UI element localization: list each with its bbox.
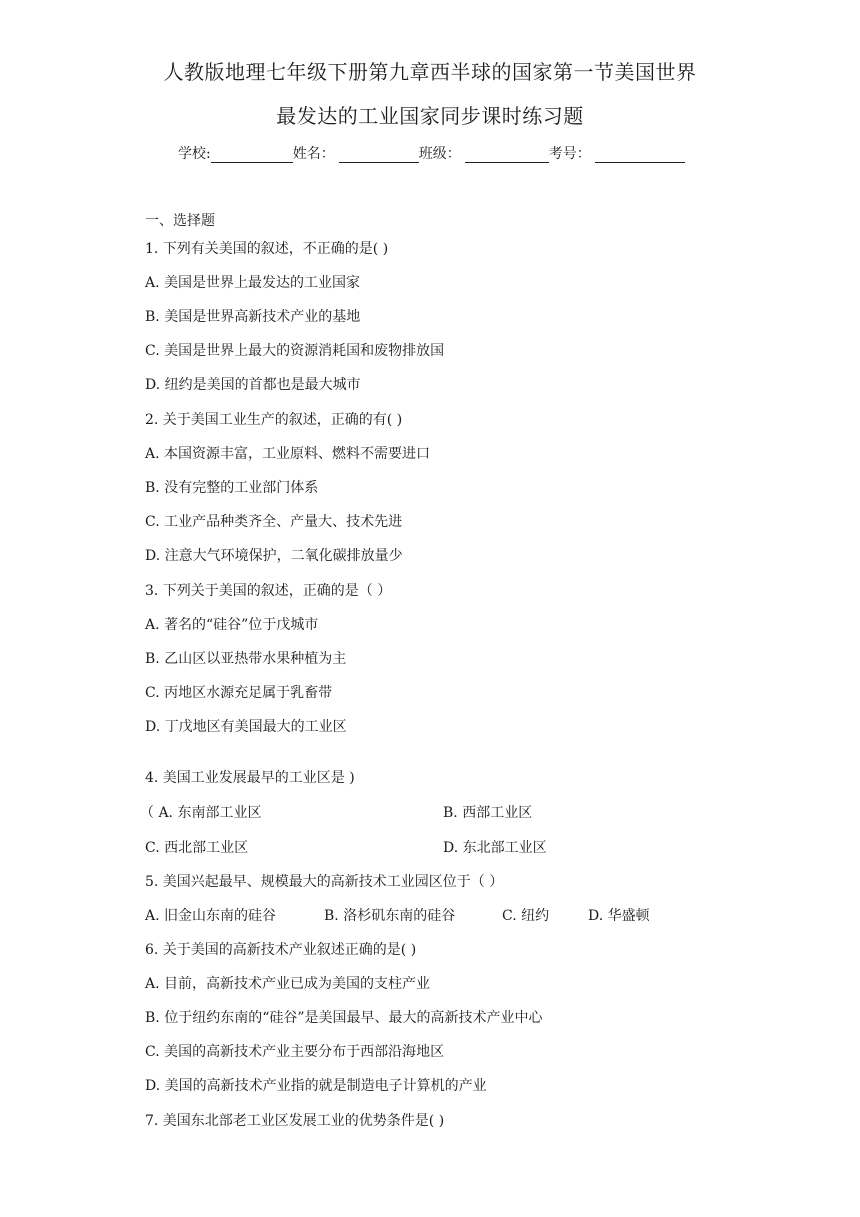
question-2-stem: 2. 关于美国工业生产的叙述，正确的有( ) — [145, 412, 403, 428]
question-5-option-c: C. 纽约 — [502, 908, 550, 924]
question-4-option-b: B. 西部工业区 — [443, 805, 533, 821]
question-4-stem: 4. 美国工业发展最早的工业区是 ) — [145, 770, 355, 786]
question-4-option-c: C. 西北部工业区 — [145, 840, 249, 856]
question-6-option-d: D. 美国的高新技术产业指的就是制造电子计算机的产业 — [145, 1078, 487, 1094]
exam-number-label: 考号： — [548, 146, 591, 162]
class-blank[interactable] — [465, 146, 549, 163]
question-3-option-d: D. 丁戊地区有美国最大的工业区 — [145, 719, 347, 735]
student-info-row — [178, 143, 685, 163]
question-2-option-c: C. 工业产品种类齐全、产量大、技术先进 — [145, 514, 403, 530]
question-6-stem: 6. 关于美国的高新技术产业叙述正确的是( ) — [145, 942, 417, 958]
question-2-option-a: A. 本国资源丰富，工业原料、燃料不需要进口 — [145, 446, 431, 462]
question-5-option-a: A. 旧金山东南的硅谷 — [145, 908, 277, 924]
question-2-option-b: B. 没有完整的工业部门体系 — [145, 480, 319, 496]
question-6-option-c: C. 美国的高新技术产业主要分布于西部沿海地区 — [145, 1044, 445, 1060]
question-7-stem: 7. 美国东北部老工业区发展工业的优势条件是( ) — [145, 1113, 445, 1129]
question-3-option-b: B. 乙山区以亚热带水果种植为主 — [145, 651, 347, 667]
exam-number-blank[interactable] — [595, 146, 685, 163]
question-5-option-b: B. 洛杉矶东南的硅谷 — [324, 908, 456, 924]
name-blank[interactable] — [339, 146, 419, 163]
school-blank[interactable] — [211, 146, 293, 163]
question-2-option-d: D. 注意大气环境保护，二氧化碳排放量少 — [145, 548, 403, 564]
question-4-option-d: D. 东北部工业区 — [443, 840, 547, 856]
class-label: 班级： — [418, 146, 461, 162]
question-6-option-a: A. 目前，高新技术产业已成为美国的支柱产业 — [145, 976, 431, 992]
question-1-option-a: A. 美国是世界上最发达的工业国家 — [145, 275, 361, 291]
question-5-option-d: D. 华盛顿 — [588, 908, 650, 924]
question-1-stem: 1. 下列有关美国的叙述，不正确的是( ) — [145, 241, 389, 257]
document-title-line-1: 人教版地理七年级下册第九章西半球的国家第一节美国世界 — [163, 60, 697, 84]
question-1-option-b: B. 美国是世界高新技术产业的基地 — [145, 309, 361, 325]
document-title-line-2: 最发达的工业国家同步课时练习题 — [276, 104, 584, 128]
question-3-option-a: A. 著名的“硅谷”位于戊城市 — [145, 617, 319, 633]
question-4-option-a: （ A. 东南部工业区 — [140, 805, 262, 821]
question-6-option-b: B. 位于纽约东南的“硅谷”是美国最早、最大的高新技术产业中心 — [145, 1010, 543, 1026]
question-3-stem: 3. 下列关于美国的叙述，正确的是（ ） — [145, 583, 392, 599]
question-1-option-d: D. 纽约是美国的首都也是最大城市 — [145, 377, 361, 393]
question-1-option-c: C. 美国是世界上最大的资源消耗国和废物排放国 — [145, 343, 445, 359]
section-heading: 一、选择题 — [145, 213, 215, 229]
question-3-option-c: C. 丙地区水源充足属于乳畜带 — [145, 685, 333, 701]
name-label: 姓名： — [292, 146, 335, 162]
school-label: 学校: — [178, 146, 211, 162]
question-5-stem: 5. 美国兴起最早、规模最大的高新技术工业园区位于（ ） — [145, 874, 504, 890]
